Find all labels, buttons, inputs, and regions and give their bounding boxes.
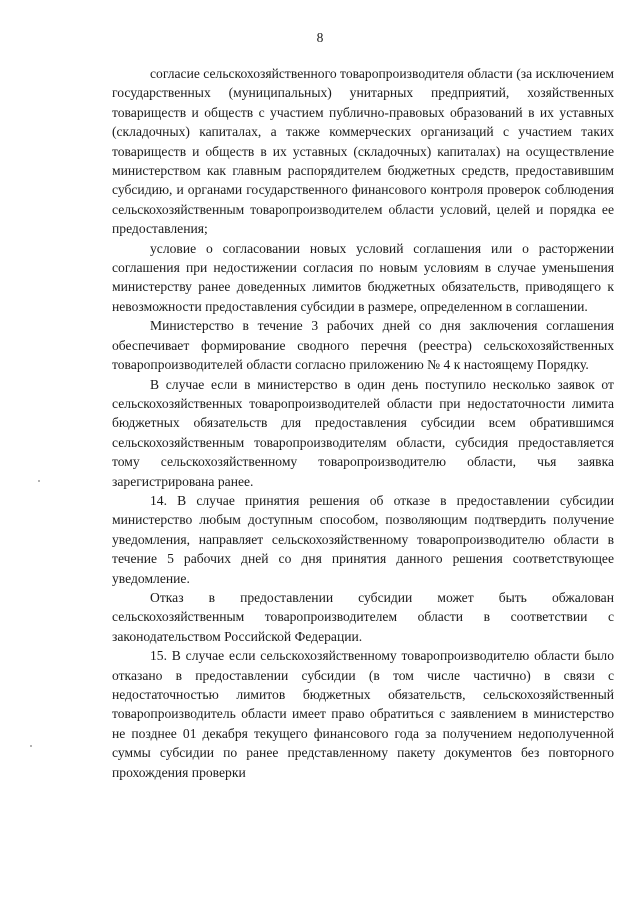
paragraph-agreement-revision-clause: условие о согласовании новых условий соглашения или о расторжении соглашения при недостижении согласия по новым условиям в случае уменьшения министерству ранее доведенных лимитов бюджетных обязательств, приводящего к невозможности предоставления субсидии в размере, определенном в соглашении. bbox=[112, 240, 614, 314]
document-body bbox=[112, 64, 614, 782]
page-number: 8 bbox=[316, 30, 324, 45]
scan-speck bbox=[38, 480, 40, 482]
paragraph-refusal-appeal: Отказ в предоставлении субсидии может быть обжалован сельскохозяйственным товаропроизводителем области в соответствии с законодательством Российской Федерации. bbox=[112, 589, 614, 644]
paragraph-consent-clause: согласие сельскохозяйственного товаропроизводителя области (за исключением государственных (муниципальных) унитарных предприятий, хозяйственных товариществ и обществ с участием публично-правовых образований в их уставных (складочных) капиталах, а также коммерческих организаций с участием таких товариществ и обществ в их уставных (складочных) капиталах) на осуществление министерством как главным распорядителем бюджетных средств, предоставившим субсидию, и органами государственного финансового контроля проверок соблюдения сельскохозяйственным товаропроизводителем области условий, целей и порядка ее предоставления; bbox=[112, 66, 614, 237]
paragraph-item-15-reapplication: 15. В случае если сельскохозяйственному товаропроизводителю области было отказано в предоставлении субсидии (в том числе частично) в связи с недостаточностью лимитов бюджетных обязательств, сельскохозяйственный товаропроизводитель области имеет право обратиться с заявлением в министерство не позднее 01 декабря текущего финансового года за получением недополученной суммы субсидии по ранее представленному пакету документов без повторного прохождения проверки bbox=[112, 648, 614, 780]
paragraph-item-14-refusal-notice: 14. В случае принятия решения об отказе в предоставлении субсидии министерство любым доступным способом, позволяющим подтвердить получение уведомления, направляет сельскохозяйственному товаропроизводителю области в течение 5 рабочих дней со дня принятия данного решения соответствующее уведомление. bbox=[112, 492, 614, 586]
paragraph-registry-formation: Министерство в течение 3 рабочих дней со дня заключения соглашения обеспечивает формирование сводного перечня (реестра) сельскохозяйственных товаропроизводителей области согласно приложению № 4 к настоящему Порядку. bbox=[112, 318, 614, 373]
paragraph-same-day-applications: В случае если в министерство в один день поступило несколько заявок от сельскохозяйственных товаропроизводителей области при недостаточности лимита бюджетных обязательств для предоставления субсидии всем обратившимся сельскохозяйственным товаропроизводителям области, субсидия предоставляется тому сельскохозяйственному товаропроизводителю области, чья заявка зарегистрирована ранее. bbox=[112, 376, 614, 489]
scan-speck bbox=[30, 745, 32, 747]
